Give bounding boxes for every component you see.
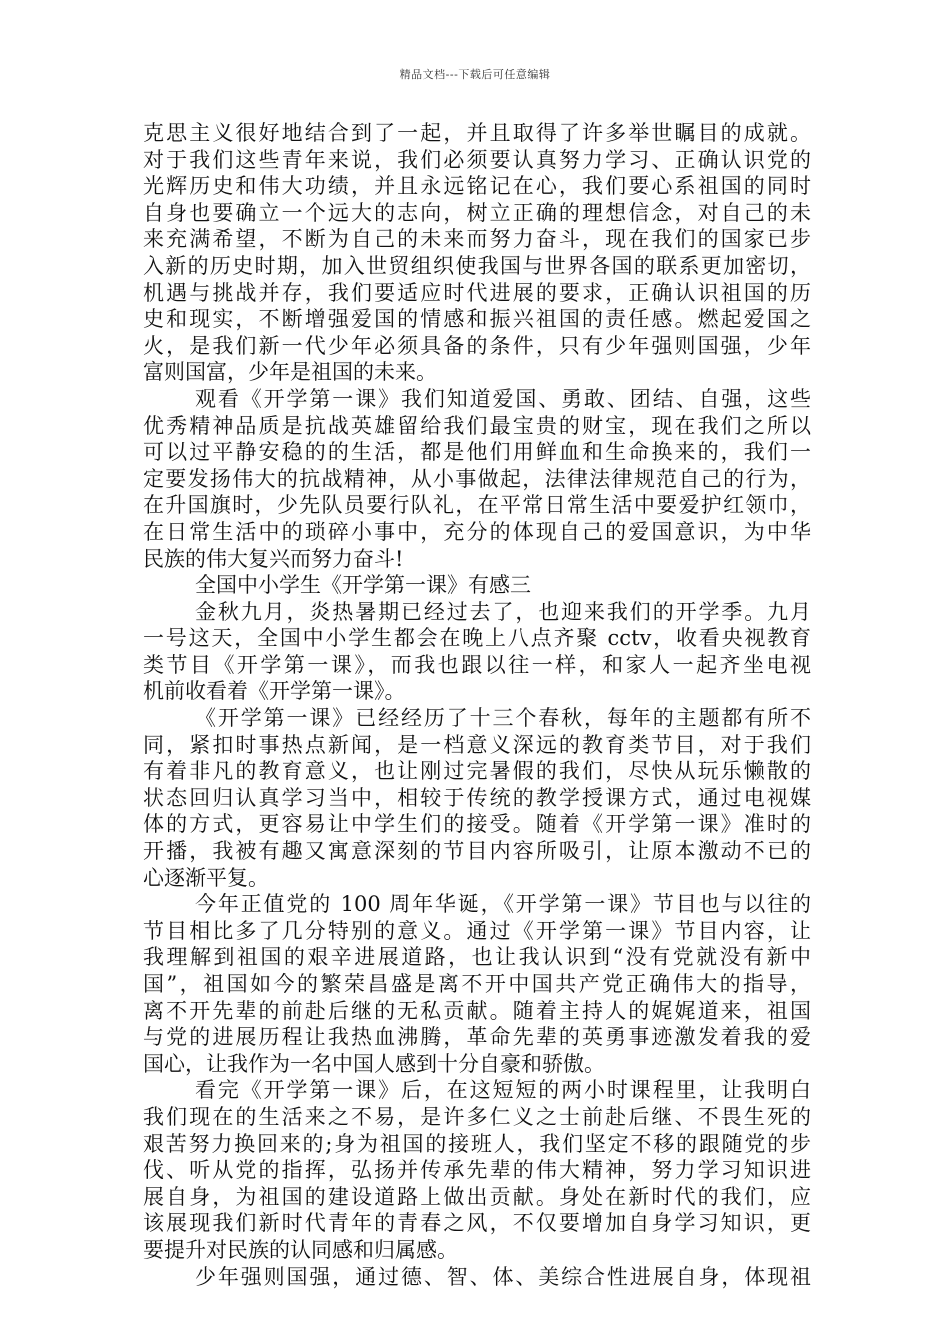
text-line: 富则国富，少年是祖国的未来。 bbox=[143, 360, 437, 385]
text-line: 看完《开学第一课》后，在这短短的两小时课程里，让我明白 bbox=[195, 1078, 811, 1103]
text-line: 节目相比多了几分特别的意义。通过《开学第一课》节目内容，让 bbox=[143, 918, 811, 943]
text-line: 光辉历史和伟大功绩，并且永远铭记在心，我们要心系祖国的同时 bbox=[143, 174, 811, 199]
paragraph bbox=[143, 891, 811, 1077]
text-line: 火，是我们新一代少年必须具备的条件，只有少年强则国强，少年 bbox=[143, 333, 811, 358]
text-line: 有着非凡的教育意义，也让刚过完暑假的我们，尽快从玩乐懒散的 bbox=[143, 759, 811, 784]
text-line: 在日常生活中的琐碎小事中，充分的体现自己的爱国意识，为中华 bbox=[143, 519, 811, 544]
document-body bbox=[143, 120, 811, 1290]
text-line: 克思主义很好地结合到了一起，并且取得了许多举世瞩目的成就。 bbox=[143, 121, 811, 145]
paragraph bbox=[143, 599, 811, 705]
text-line: 我们现在的生活来之不易，是许多仁义之士前赴后继、不畏生死的 bbox=[143, 1104, 811, 1129]
text-line: 可以过平静安稳的的生活，都是他们用鲜血和生命换来的，我们一 bbox=[143, 440, 811, 465]
text-line: 国心，让我作为一名中国人感到十分自豪和骄傲。 bbox=[143, 1051, 605, 1076]
text-line: 机遇与挑战并存，我们要适应时代进展的要求，正确认识祖国的历 bbox=[143, 280, 811, 305]
section-heading bbox=[143, 572, 811, 599]
text-line: 展自身，为祖国的建设道路上做出贡献。身处在新时代的我们，应 bbox=[143, 1184, 811, 1209]
text-line: 《开学第一课》已经经历了十三个春秋，每年的主题都有所不 bbox=[195, 706, 811, 731]
paragraph bbox=[143, 386, 811, 572]
text-line: 国”，祖国如今的繁荣昌盛是离不开中国共产党正确伟大的指导， bbox=[143, 972, 811, 996]
paragraph bbox=[143, 1077, 811, 1263]
text-line: 自身也要确立一个远大的志向，树立正确的理想信念，对自己的未 bbox=[143, 200, 811, 225]
text-line: 对于我们这些青年来说，我们必须要认真努力学习、正确认识党的 bbox=[143, 147, 811, 172]
paragraph bbox=[143, 120, 811, 386]
text-line: 金秋九月，炎热暑期已经过去了，也迎来我们的开学季。九月 bbox=[195, 599, 811, 624]
text-line: 优秀精神品质是抗战英雄留给我们最宝贵的财宝，现在我们之所以 bbox=[143, 413, 811, 438]
text-line: 定要发扬伟大的抗战精神，从小事做起，法律法律规范自己的行为， bbox=[143, 466, 811, 491]
text-line: 要提升对民族的认同感和归属感。 bbox=[143, 1237, 458, 1262]
text-line: 该展现我们新时代青年的青春之风，不仅要增加自身学习知识，更 bbox=[143, 1211, 811, 1236]
text-line: 心逐渐平复。 bbox=[143, 865, 269, 890]
text-line: 状态回归认真学习当中，相较于传统的教学授课方式，通过电视媒 bbox=[143, 785, 811, 810]
text-line: 来充满希望，不断为自己的未来而努力奋斗，现在我们的国家已步 bbox=[143, 227, 811, 252]
text-line: 艰苦努力换回来的;身为祖国的接班人，我们坚定不移的跟随党的步 bbox=[143, 1131, 811, 1156]
text-line: 少年强则国强，通过德、智、体、美综合性进展自身，体现祖 bbox=[195, 1264, 811, 1289]
text-line: 在升国旗时，少先队员要行队礼，在平常日常生活中要爱护红领巾， bbox=[143, 493, 811, 518]
text-line: 同，紧扣时事热点新闻，是一档意义深远的教育类节目，对于我们 bbox=[143, 732, 811, 757]
text-line: 史和现实，不断增强爱国的情感和振兴祖国的责任感。燃起爱国之 bbox=[143, 307, 811, 332]
heading-text: 全国中小学生《开学第一课》有感三 bbox=[195, 573, 531, 598]
text-line: 民族的伟大复兴而努力奋斗! bbox=[143, 546, 404, 571]
text-line: 入新的历史时期，加入世贸组织使我国与世界各国的联系更加密切， bbox=[143, 253, 811, 278]
text-line: 机前收看着《开学第一课》。 bbox=[143, 679, 406, 704]
page-header: 精品文档---下载后可任意编辑 bbox=[399, 68, 551, 81]
paragraph bbox=[143, 1264, 811, 1291]
paragraph bbox=[143, 705, 811, 891]
text-line: 与党的进展历程让我热血沸腾，革命先辈的英勇事迹激发着我的爱 bbox=[143, 1025, 811, 1050]
text-line: 伐、听从党的指挥，弘扬并传承先辈的伟大精神，努力学习知识进 bbox=[143, 1158, 811, 1183]
text-line: 开播，我被有趣又寓意深刻的节目内容所吸引，让原本激动不已的 bbox=[143, 839, 811, 864]
text-line: 观看《开学第一课》我们知道爱国、勇敢、团结、自强，这些 bbox=[195, 386, 811, 411]
text-line: 今年正值党的 100 周年华诞，《开学第一课》节目也与以往的 bbox=[195, 892, 811, 917]
text-line: 离不开先辈的前赴后继的无私贡献。随着主持人的娓娓道来，祖国 bbox=[143, 998, 811, 1023]
text-line: 体的方式，更容易让中学生们的接受。随着《开学第一课》准时的 bbox=[143, 812, 811, 837]
text-line: 一号这天，全国中小学生都会在晚上八点齐聚 cctv，收看央视教育 bbox=[143, 626, 811, 651]
text-line: 我理解到祖国的艰辛进展道路，也让我认识到“没有党就没有新中 bbox=[143, 945, 811, 970]
text-line: 类节目《开学第一课》，而我也跟以往一样，和家人一起齐坐电视 bbox=[143, 652, 811, 677]
